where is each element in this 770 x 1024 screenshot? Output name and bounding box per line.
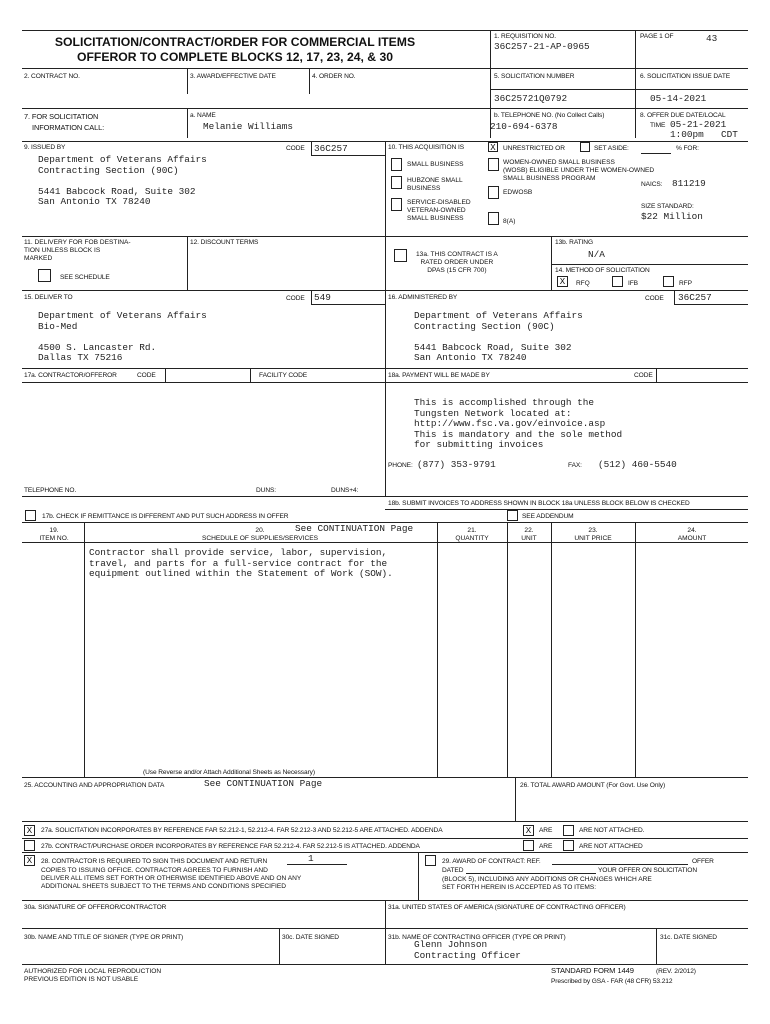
schedule-header: 20. SCHEDULE OF SUPPLIES/SERVICES — [201, 527, 319, 542]
date-31c-label: 31c. DATE SIGNED — [660, 934, 717, 941]
contact-phone[interactable]: 210-694-6378 — [490, 121, 558, 132]
addenda-27b-arenot: ARE NOT ATTACHED — [579, 843, 643, 850]
award-ref-label: 29. AWARD OF CONTRACT: REF. — [442, 858, 541, 865]
contact-name[interactable]: Melanie Williams — [203, 121, 294, 132]
telephone-label: TELEPHONE NO. — [24, 487, 77, 494]
addenda-27a-arenot-checkbox[interactable] — [563, 825, 574, 836]
setaside-percent-label: % FOR: — [676, 145, 699, 152]
requisition-value[interactable]: 36C257-21-AP-0965 — [494, 41, 590, 52]
addenda-27a-are-checkbox[interactable]: X — [523, 825, 534, 836]
facility-code-label: FACILITY CODE — [259, 372, 308, 379]
unit-price-header: 23. UNIT PRICE — [574, 527, 612, 542]
footer-reproduction: AUTHORIZED FOR LOCAL REPRODUCTION PREVIOUS EDITION IS NOT USABLE — [24, 968, 162, 983]
order-no-label: 4. ORDER NO. — [312, 73, 356, 80]
sdvosb-checkbox[interactable] — [391, 198, 402, 211]
addenda-27b-are: ARE — [539, 843, 553, 850]
deliver-to-code-label: CODE — [286, 295, 305, 302]
form-title-line2: OFFEROR TO COMPLETE BLOCKS 12, 17, 23, 24, & 30 — [76, 50, 394, 64]
officer-31b-label: 31b. NAME OF CONTRACTING OFFICER (TYPE OR PRINT) — [388, 934, 566, 941]
addendum-checkbox[interactable] — [507, 510, 518, 521]
accounting-value: See CONTINUATION Page — [204, 778, 323, 789]
amount-header: 24. AMOUNT — [677, 527, 707, 542]
footer-prescribed: Prescribed by GSA - FAR (48 CFR) 53.212 — [551, 978, 673, 985]
addenda-27a-checkbox[interactable]: X — [24, 825, 35, 836]
rating-value[interactable]: N/A — [588, 249, 605, 260]
award-dated-label: DATED — [442, 867, 464, 874]
ifb-checkbox[interactable] — [612, 276, 623, 287]
award-checkbox[interactable] — [425, 855, 436, 866]
delivery-fob-label: 11. DELIVERY FOR FOB DESTINA- TION UNLESS BLOCK IS MARKED — [24, 239, 131, 262]
payment-label: 18a. PAYMENT WILL BE MADE BY — [388, 372, 490, 379]
deliver-to-label: 15. DELIVER TO — [24, 294, 73, 301]
rfq-checkbox[interactable]: X — [557, 276, 568, 287]
deliver-to-address: Department of Veterans Affairs Bio-Med 4500 S. Lancaster Rd. Dallas TX 75216 — [38, 310, 207, 364]
edwosb-checkbox[interactable] — [488, 186, 499, 199]
solicitation-date-value[interactable]: 05-14-2021 — [650, 93, 707, 104]
rfq-label: RFQ — [576, 280, 590, 287]
addenda-27b-are-checkbox[interactable] — [523, 840, 534, 851]
award-text: (BLOCK 5), INCLUDING ANY ADDITIONS OR CHANGES WHICH ARE SET FORTH HEREIN IS ACCEPTED AS TO ITEMS: — [442, 876, 652, 891]
eight-a-checkbox[interactable] — [488, 212, 499, 225]
administered-by-label: 16. ADMINISTERED BY — [388, 294, 458, 301]
page-label: PAGE 1 OF — [640, 33, 674, 40]
payment-phone-label: PHONE: — [388, 462, 413, 469]
naics-value[interactable]: 811219 — [672, 178, 706, 189]
see-schedule-checkbox[interactable] — [38, 269, 51, 282]
rfp-checkbox[interactable] — [663, 276, 674, 287]
edwosb-label: EDWOSB — [503, 189, 533, 196]
payment-fax-label: FAX: — [568, 462, 582, 469]
signature-31a-label: 31a. UNITED STATES OF AMERICA (SIGNATURE OF CONTRACTING OFFICER) — [388, 904, 626, 911]
award-offer-label: OFFER — [692, 858, 714, 865]
footer-form-name: STANDARD FORM 1449 — [551, 966, 634, 975]
method-label: 14. METHOD OF SOLICITATION — [555, 267, 650, 274]
phone-label: b. TELEPHONE NO. (No Collect Calls) — [494, 112, 605, 119]
offer-time-label: TIME — [650, 122, 666, 129]
administered-by-address: Department of Veterans Affairs Contracting Section (90C) 5441 Babcock Road, Suite 302 San Antonio TX 78240 — [414, 310, 583, 364]
award-your-offer-label: YOUR OFFER ON SOLICITATION — [598, 867, 697, 874]
small-business-label: SMALL BUSINESS — [407, 161, 464, 168]
contractor-code-label: CODE — [137, 372, 156, 379]
date-30c-label: 30c. DATE SIGNED — [282, 934, 339, 941]
solicitation-date-label: 6. SOLICITATION ISSUE DATE — [640, 73, 731, 80]
addenda-27a-arenot: ARE NOT ATTACHED. — [579, 827, 645, 834]
award-date-label: 3. AWARD/EFFECTIVE DATE — [190, 73, 276, 80]
remittance-label: 17b. CHECK IF REMITTANCE IS DIFFERENT AND PUT SUCH ADDRESS IN OFFER — [42, 513, 289, 520]
issued-by-label: 9. ISSUED BY — [24, 144, 66, 151]
contract-no-label: 2. CONTRACT NO. — [24, 73, 80, 80]
solicitation-info-label: 7. FOR SOLICITATION — [24, 112, 99, 121]
addenda-27a-are: ARE — [539, 827, 553, 834]
unrestricted-checkbox[interactable]: X — [488, 142, 498, 152]
item-description: Contractor shall provide service, labor, supervision, travel, and parts for a full-service contract for the equipment outlined within the Statement of Work (SOW). — [89, 547, 393, 580]
page-total: 43 — [706, 33, 718, 44]
setaside-checkbox[interactable] — [580, 142, 590, 152]
contractor-sign-label: 28. CONTRACTOR IS REQUIRED TO SIGN THIS DOCUMENT AND RETURN — [41, 858, 268, 865]
addenda-27b-label: 27b. CONTRACT/PURCHASE ORDER INCORPORATES BY REFERENCE FAR 52.212-4. FAR 52.212-5 IS ATTACHED. ADDENDA — [41, 843, 420, 850]
remittance-checkbox[interactable] — [25, 510, 36, 521]
item-no-header: 19. ITEM NO. — [39, 527, 69, 542]
setaside-label: SET ASIDE: — [594, 145, 629, 152]
administered-by-code[interactable]: 36C257 — [678, 292, 712, 303]
eight-a-label: 8(A) — [503, 218, 516, 225]
addenda-27b-arenot-checkbox[interactable] — [563, 840, 574, 851]
size-standard-value[interactable]: $22 Million — [641, 211, 703, 222]
small-business-checkbox[interactable] — [391, 158, 402, 171]
solicitation-info-label-2: INFORMATION CALL: — [32, 123, 105, 132]
footer-revision: (REV. 2/2012) — [656, 968, 696, 975]
ifb-label: IFB — [628, 280, 638, 287]
offer-due-timezone: CDT — [721, 129, 738, 140]
solicitation-number-label: 5. SOLICITATION NUMBER — [494, 73, 575, 80]
contractor-copies[interactable]: 1 — [308, 853, 314, 864]
requisition-label: 1. REQUISITION NO. — [494, 33, 556, 40]
payment-fax: (512) 460-5540 — [598, 459, 677, 470]
rated-order-checkbox[interactable] — [394, 249, 407, 262]
submit-invoices-label: 18b. SUBMIT INVOICES TO ADDRESS SHOWN IN BLOCK 18a UNLESS BLOCK BELOW IS CHECKED — [388, 500, 690, 507]
addendum-label: SEE ADDENDUM — [522, 513, 574, 520]
rating-label: 13b. RATING — [555, 239, 593, 246]
duns-label: DUNS: — [256, 487, 277, 494]
addenda-27a-label: 27a. SOLICITATION INCORPORATES BY REFERENCE FAR 52.212-1, 52.212-4. FAR 52.212-3 AND 52.212-5 ARE ATTACHED. ADDENDA — [41, 827, 443, 834]
total-award-label: 26. TOTAL AWARD AMOUNT (For Govt. Use Only) — [520, 782, 666, 789]
administered-by-code-label: CODE — [645, 295, 664, 302]
accounting-label: 25. ACCOUNTING AND APPROPRIATION DATA — [24, 782, 165, 789]
acquisition-label: 10. THIS ACQUISITION IS — [388, 144, 464, 151]
payment-code-label: CODE — [634, 372, 653, 379]
rated-order-label: 13a. THIS CONTRACT IS A RATED ORDER UNDER DPAS (15 CFR 700) — [416, 251, 498, 274]
issued-by-code[interactable]: 36C257 — [314, 143, 348, 154]
signer-30b-label: 30b. NAME AND TITLE OF SIGNER (TYPE OR PRINT) — [24, 934, 184, 941]
offer-due-label: 8. OFFER DUE DATE/LOCAL — [640, 112, 726, 119]
quantity-header: 21. QUANTITY — [455, 527, 489, 542]
naics-label: NAICS: — [641, 181, 663, 188]
hubzone-checkbox[interactable] — [391, 176, 402, 189]
signature-30a-label: 30a. SIGNATURE OF OFFEROR/CONTRACTOR — [24, 904, 167, 911]
payment-instructions: This is accomplished through the Tungsten Network located at: http://www.fsc.va.gov/einvoice.asp This is mandatory and the sole method for submitting invoices — [414, 397, 623, 451]
payment-phone: (877) 353-9791 — [417, 459, 496, 470]
see-schedule-label: SEE SCHEDULE — [60, 274, 110, 281]
duns4-label: DUNS+4: — [331, 487, 359, 494]
issued-by-address: Department of Veterans Affairs Contracting Section (90C) 5441 Babcock Road, Suite 302 San Antonio TX 78240 — [38, 154, 207, 208]
size-standard-label: SIZE STANDARD: — [641, 203, 694, 210]
addenda-27b-checkbox[interactable] — [24, 840, 35, 851]
rfp-label: RFP — [679, 280, 692, 287]
offer-due-time[interactable]: 1:00pm — [670, 129, 704, 140]
wosb-label: WOMEN-OWNED SMALL BUSINESS (WOSB) ELIGIBLE UNDER THE WOMEN-OWNED SMALL BUSINESS PROGRAM — [503, 159, 655, 182]
issued-by-code-label: CODE — [286, 145, 305, 152]
contracting-officer: Glenn Johnson Contracting Officer — [414, 939, 521, 961]
discount-terms-label: 12. DISCOUNT TERMS — [190, 239, 259, 246]
contractor-sign-text: COPIES TO ISSUING OFFICE. CONTRACTOR AGREES TO FURNISH AND DELIVER ALL ITEMS SET FORTH OR OTHERWISE IDENTIFIED ABOVE AND ON ANY ADDITIONAL SHEETS SUBJECT TO THE TERMS AND CONDITIONS SPECIFIED — [41, 867, 302, 890]
name-label: a. NAME — [190, 112, 216, 119]
reverse-note: (Use Reverse and/or Attach Additional Sheets as Necessary) — [143, 769, 315, 776]
contractor-sign-checkbox[interactable]: X — [24, 855, 35, 866]
sdvosb-label: SERVICE-DISABLED VETERAN-OWNED SMALL BUSINESS — [407, 199, 471, 222]
hubzone-label: HUBZONE SMALL BUSINESS — [407, 177, 463, 192]
form-title-line1: SOLICITATION/CONTRACT/ORDER FOR COMMERCIAL ITEMS — [54, 35, 416, 49]
unrestricted-label: UNRESTRICTED OR — [503, 145, 565, 152]
solicitation-number-value[interactable]: 36C25721Q0792 — [494, 93, 568, 104]
contractor-label: 17a. CONTRACTOR/OFFEROR — [24, 372, 117, 379]
unit-header: 22. UNIT — [521, 527, 537, 542]
offer-due-date[interactable]: 05-21-2021 — [670, 119, 727, 130]
continuation-note: See CONTINUATION Page — [295, 523, 414, 534]
deliver-to-code[interactable]: 549 — [314, 292, 331, 303]
wosb-checkbox[interactable] — [488, 158, 499, 171]
